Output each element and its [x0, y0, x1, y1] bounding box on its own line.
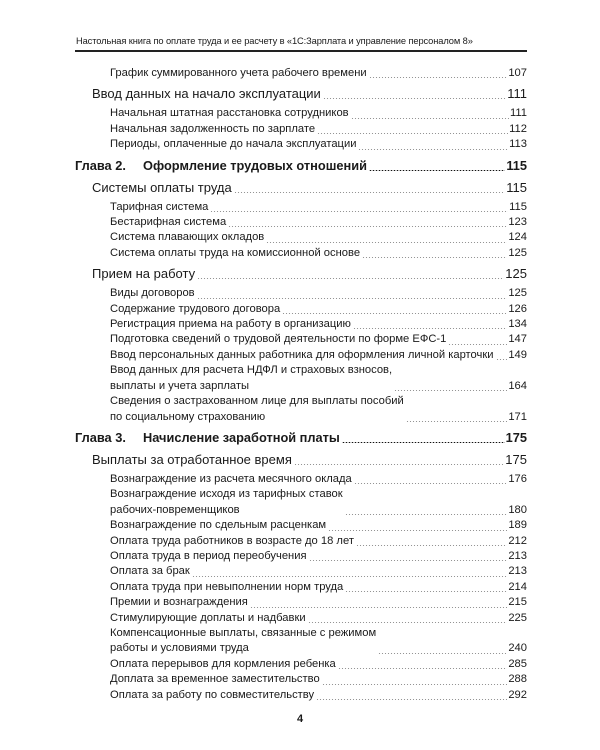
dot-leader: [316, 699, 507, 700]
toc-section[interactable]: [92, 179, 527, 197]
toc-entry-page: 149: [508, 348, 527, 361]
dot-leader: [369, 170, 505, 171]
dot-leader: [356, 545, 507, 546]
dot-leader: [358, 149, 508, 150]
toc-entry-page: 107: [508, 67, 527, 79]
chapter-number: Глава 3.: [75, 429, 126, 445]
toc-entry-page: 125: [508, 287, 527, 300]
dot-leader: [378, 653, 507, 654]
dot-leader: [351, 118, 509, 119]
toc-subsection[interactable]: [110, 487, 527, 518]
toc-entry-title: График суммированного учета рабочего времени: [110, 67, 367, 79]
page-number: 4: [296, 713, 304, 725]
dot-leader: [309, 560, 508, 561]
toc-entry-page: 113: [509, 138, 527, 151]
dot-leader: [369, 77, 508, 78]
chapter-number: Глава 2.: [75, 157, 126, 173]
dot-leader: [192, 576, 508, 577]
toc-subsection[interactable]: [110, 626, 527, 657]
toc-subsection[interactable]: [110, 394, 527, 425]
dot-leader: [406, 421, 508, 422]
toc-entry-title: Прием на работу: [92, 266, 196, 282]
toc-entry-page: 111: [507, 86, 527, 102]
toc-entry-title: Система плавающих окладов: [110, 231, 265, 244]
toc-entry-title: Вознаграждение исходя из тарифных ставок рабочих-повременщиков: [110, 488, 343, 516]
toc-subsection[interactable]: [110, 611, 527, 626]
toc-entry-title: Оформление трудовых отношений: [143, 157, 367, 173]
toc-entry-title: Стимулирующие доплаты и надбавки: [110, 611, 306, 624]
dot-leader: [448, 344, 507, 345]
toc-subsection[interactable]: [110, 580, 527, 595]
toc-entry-page: 115: [506, 157, 527, 173]
toc-entry-title: Выплаты за отработанное время: [92, 451, 292, 467]
toc-entry-page: 189: [508, 519, 527, 532]
toc-entry-page: 175: [505, 451, 527, 467]
toc-entry-page: 111: [509, 107, 527, 120]
dot-leader: [354, 483, 508, 484]
toc-subsection[interactable]: [110, 332, 527, 347]
toc-subsection[interactable]: [110, 564, 527, 579]
dot-leader: [328, 530, 507, 531]
toc-entry-title: Начальная штатная расстановка сотрудников: [110, 107, 349, 120]
toc-subsection[interactable]: [110, 302, 527, 317]
toc-subsection[interactable]: [110, 200, 527, 215]
dot-leader: [294, 464, 504, 465]
toc-subsection[interactable]: [110, 215, 527, 230]
toc-entry-title: Ввод персональных данных работника для оформления личной карточки: [110, 348, 494, 361]
toc-entry-page: 180: [508, 503, 527, 516]
toc-entry-page: 288: [508, 673, 527, 686]
toc-entry-page: 292: [508, 688, 527, 701]
toc-entry-page: 124: [508, 231, 527, 244]
toc-entry-title: Оплата труда в период переобучения: [110, 549, 307, 562]
toc-entry-title: Вознаграждение по сдельным расценкам: [110, 519, 327, 532]
toc-entry-page: 123: [508, 216, 527, 229]
dot-leader: [197, 278, 504, 279]
toc-entry-title: Подготовка сведений о трудовой деятельности по форме ЕФС-1: [110, 333, 447, 346]
dot-leader: [250, 607, 508, 608]
dot-leader: [266, 242, 507, 243]
toc-entry-page: 240: [508, 642, 527, 655]
toc-subsection[interactable]: [110, 106, 527, 121]
toc-entry-title: Система оплаты труда на комиссионной основе: [110, 246, 361, 259]
toc-entry-title: Содержание трудового договора: [110, 302, 281, 315]
dot-leader: [342, 442, 505, 443]
toc-subsection[interactable]: [110, 230, 527, 245]
toc-subsection[interactable]: [110, 317, 527, 332]
toc-entry-page: 213: [508, 549, 527, 562]
toc-subsection[interactable]: [110, 672, 527, 687]
toc-entry-title: Регистрация приема на работу в организацию: [110, 318, 351, 331]
toc-subsection[interactable]: [110, 657, 527, 672]
toc-entry-title: Доплата за временное заместительство: [110, 673, 320, 686]
toc-entry-title: Оплата за работу по совместительству: [110, 688, 315, 701]
table-of-contents: [0, 66, 600, 703]
dot-leader: [345, 514, 508, 515]
toc-chapter[interactable]: [75, 157, 527, 175]
dot-leader: [282, 313, 507, 314]
toc-entry-page: 134: [508, 318, 527, 331]
toc-entry-page: 115: [509, 200, 527, 213]
dot-leader: [322, 684, 508, 685]
toc-subsection[interactable]: [110, 534, 527, 549]
dot-leader: [394, 390, 507, 391]
toc-section[interactable]: [92, 451, 527, 469]
toc-entry-page: 164: [508, 379, 527, 392]
toc-entry-title: Оплата за брак: [110, 565, 190, 578]
toc-subsection[interactable]: [110, 122, 527, 137]
toc-entry-page: 215: [508, 596, 527, 609]
dot-leader: [228, 226, 507, 227]
dot-leader: [210, 211, 508, 212]
toc-entry-title: Компенсационные выплаты, связанные с режимом работы и условиями труда: [110, 626, 377, 655]
toc-entry-page: 285: [508, 657, 527, 670]
dot-leader: [234, 192, 506, 193]
dot-leader: [345, 591, 507, 592]
toc-subsection[interactable]: [110, 137, 527, 152]
toc-subsection[interactable]: [110, 472, 527, 487]
toc-subsection[interactable]: [110, 66, 527, 81]
toc-entry-page: 125: [508, 246, 527, 259]
toc-subsection[interactable]: [110, 286, 527, 301]
toc-subsection[interactable]: [110, 549, 527, 564]
toc-entry-title: Оплата перерывов для кормления ребенка: [110, 657, 336, 670]
toc-entry-page: 147: [508, 333, 527, 346]
toc-entry-page: 214: [508, 580, 527, 593]
running-head: Настольная книга по оплате труда и ее расчету в «1С:Зарплата и управление персоналом 8»: [76, 36, 473, 46]
toc-entry-page: 115: [506, 179, 527, 195]
toc-entry-title: Вознаграждение из расчета месячного оклада: [110, 472, 352, 485]
toc-entry-title: Оплата труда работников в возрасте до 18 лет: [110, 534, 354, 547]
toc-subsection[interactable]: [110, 246, 527, 261]
toc-entry-page: 125: [505, 266, 527, 282]
toc-entry-page: 213: [508, 565, 527, 578]
toc-subsection[interactable]: [110, 363, 527, 394]
toc-subsection[interactable]: [110, 595, 527, 610]
dot-leader: [496, 359, 508, 360]
dot-leader: [323, 98, 506, 99]
toc-subsection[interactable]: [110, 518, 527, 533]
dot-leader: [317, 133, 508, 134]
toc-entry-page: 112: [509, 122, 527, 135]
toc-entry-page: 176: [508, 472, 527, 485]
toc-entry-title: Тарифная система: [110, 200, 209, 213]
toc-entry-title: Сведения о застрахованном лице для выплаты пособий по социальному страхованию: [110, 395, 404, 423]
toc-entry-title: Бестарифная система: [110, 216, 227, 229]
toc-entry-title: Ввод данных для расчета НДФЛ и страховых взносов, выплаты и учета зарплаты: [110, 364, 393, 392]
toc-section[interactable]: [92, 85, 527, 103]
dot-leader: [308, 622, 508, 623]
toc-entry-title: Ввод данных на начало эксплуатации: [92, 86, 321, 102]
toc-entry-title: Периоды, оплаченные до начала эксплуатации: [110, 138, 357, 151]
toc-entry-page: 225: [508, 611, 527, 624]
toc-entry-page: 212: [508, 534, 527, 547]
header-rule: [75, 50, 527, 52]
toc-entry-title: Системы оплаты труда: [92, 179, 232, 195]
toc-subsection[interactable]: [110, 688, 527, 703]
dot-leader: [338, 668, 508, 669]
toc-subsection[interactable]: [110, 348, 527, 363]
toc-entry-page: 175: [505, 429, 527, 445]
toc-section[interactable]: [92, 265, 527, 283]
toc-entry-title: Оплата труда при невыполнении норм труда: [110, 580, 344, 593]
dot-leader: [362, 257, 507, 258]
toc-entry-page: 126: [508, 302, 527, 315]
toc-entry-page: 171: [508, 410, 527, 423]
dot-leader: [353, 328, 507, 329]
toc-entry-title: Начальная задолженность по зарплате: [110, 122, 316, 135]
toc-entry-title: Виды договоров: [110, 287, 195, 300]
toc-chapter[interactable]: [75, 429, 527, 447]
dot-leader: [197, 298, 508, 299]
toc-entry-title: Премии и вознаграждения: [110, 596, 248, 609]
toc-entry-title: Начисление заработной платы: [143, 429, 340, 445]
